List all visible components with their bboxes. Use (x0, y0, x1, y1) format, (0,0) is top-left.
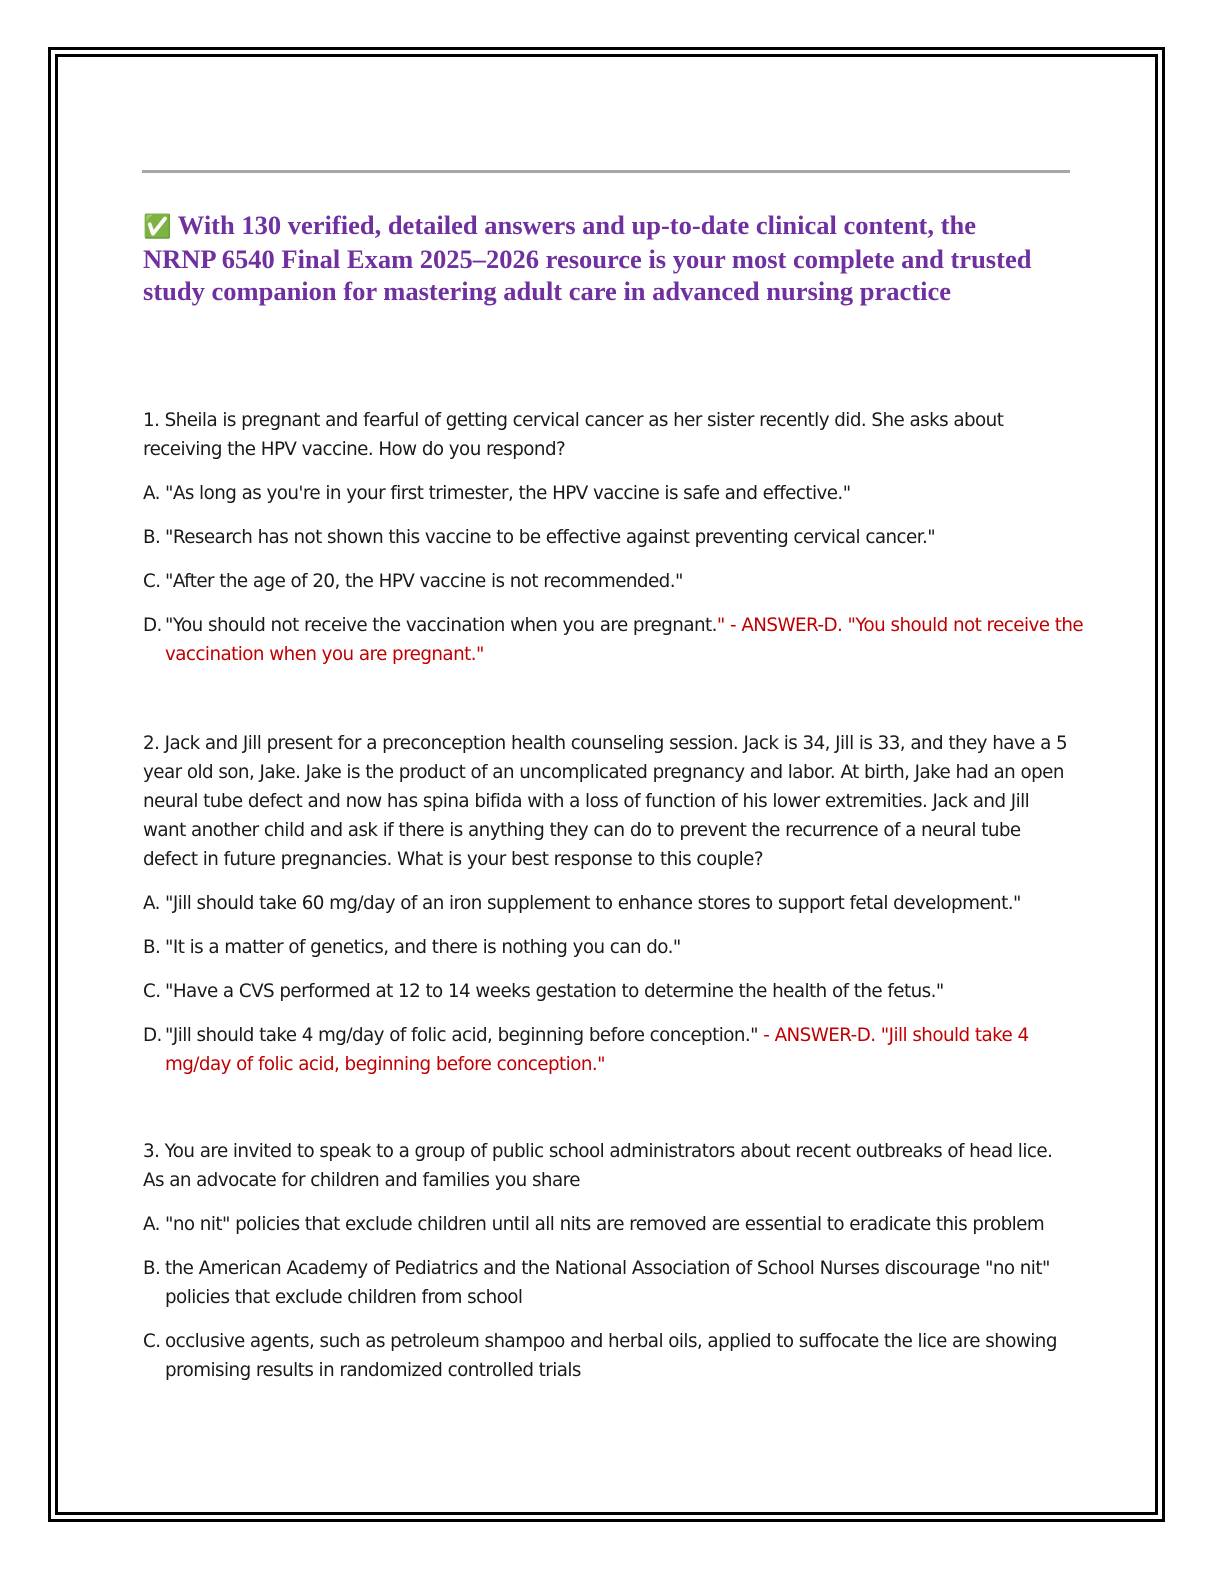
option-a: A. "As long as you're in your first trimester, the HPV vaccine is safe and effective." (143, 483, 851, 504)
question-stem: 3. You are invited to speak to a group of public school administrators about recent outbreaks of head lice. As an advocate for children and families you share (143, 1141, 1053, 1191)
option-b: B. the American Academy of Pediatrics and the National Association of School Nurses discourage "no nit" policies that exclude children from school (143, 1258, 1050, 1308)
option-b: B. "Research has not shown this vaccine to be effective against preventing cervical cancer." (143, 527, 936, 548)
option-a: A. "no nit" policies that exclude children until all nits are removed are essential to eradicate this problem (143, 1214, 1045, 1235)
answer-text: - ANSWER-D. "Jill should take 4 mg/day of folic acid, beginning before conception." (165, 1025, 1029, 1075)
page-title (143, 209, 1043, 307)
question-2 (143, 729, 1095, 1079)
option-c: C. occlusive agents, such as petroleum shampoo and herbal oils, applied to suffocate the lice are showing promising results in randomized controlled trials (143, 1331, 1057, 1381)
question-stem: 2. Jack and Jill present for a preconception health counseling session. Jack is 34, Jill is 33, and they have a 5 year old son, Jake. Jake is the product of an uncomplicated pregnancy and labor. At birth, Jake had an open neural tube defect and now has spina bifida with a loss of function of his lower extremities. Jack and Jill want another child and ask if there is anything they can do to prevent the recurrence of a neural tube defect in future pregnancies. What is your best response to this couple? (143, 733, 1068, 870)
question-3 (143, 1137, 1095, 1385)
option-c: C. "Have a CVS performed at 12 to 14 weeks gestation to determine the health of the fetus." (143, 981, 944, 1002)
check-icon: ✅ (143, 214, 172, 240)
page-title-text: With 130 verified, detailed answers and up-to-date clinical content, the NRNP 6540 Final Exam 2025–2026 resource is your most complete and trusted study companion for mastering adult care in advanced nursing practice (143, 210, 1032, 306)
answer-text: " - ANSWER-D. "You should not receive the vaccination when you are pregnant." (165, 615, 1084, 665)
option-c: C. "After the age of 20, the HPV vaccine is not recommended." (143, 571, 683, 592)
option-d: D. "You should not receive the vaccination when you are pregnant." - ANSWER-D. "You should not receive the vaccination when you are pregnant." (143, 615, 1084, 665)
question-stem: 1. Sheila is pregnant and fearful of getting cervical cancer as her sister recently did. She asks about receiving the HPV vaccine. How do you respond? (143, 410, 1004, 460)
question-1 (143, 406, 1095, 669)
horizontal-rule (142, 170, 1070, 173)
option-a: A. "Jill should take 60 mg/day of an iron supplement to enhance stores to support fetal development." (143, 893, 1021, 914)
option-b: B. "It is a matter of genetics, and there is nothing you can do." (143, 937, 681, 958)
option-d: D. "Jill should take 4 mg/day of folic acid, beginning before conception." - ANSWER-D. "Jill should take 4 mg/day of folic acid, beginning before conception." (143, 1025, 1029, 1075)
